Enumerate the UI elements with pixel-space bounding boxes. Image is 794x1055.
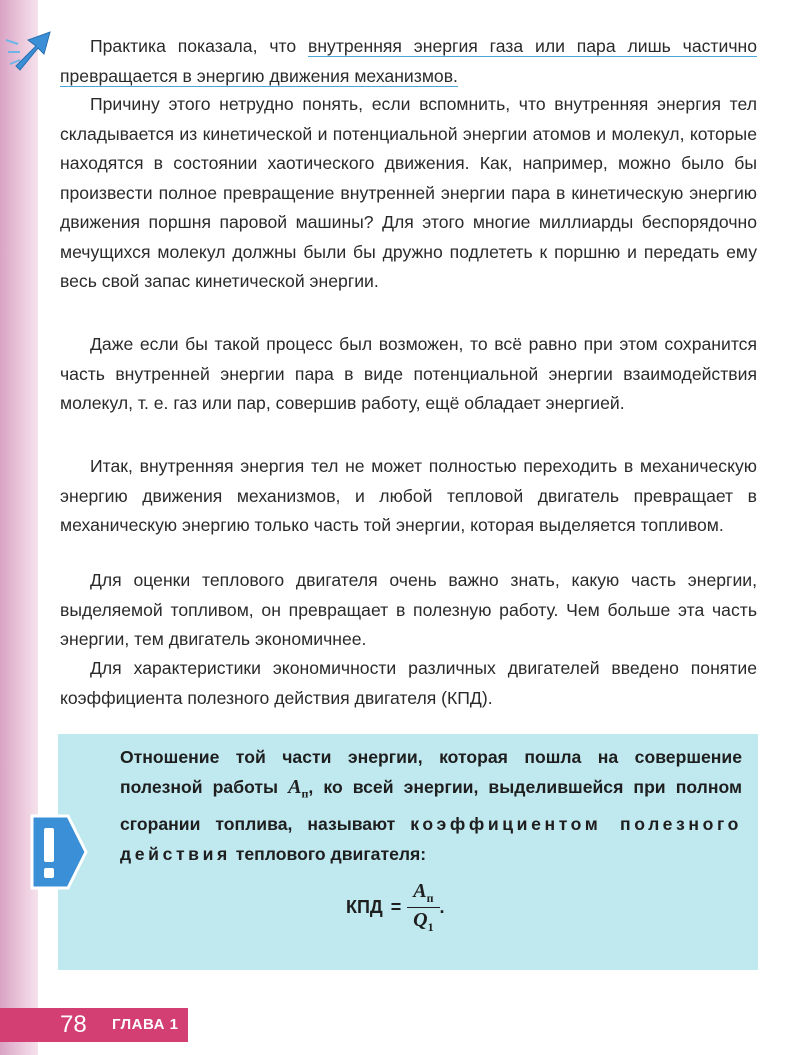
- arrow-icon: [2, 22, 54, 78]
- side-color-bar: [0, 0, 38, 1055]
- paragraph-5-text: Для оценки теплового двигателя очень важно знать, какую часть энергии, выделяемой топливом, он превращает в полезную работу. Чем больше эта часть энергии, тем двигатель экономичнее.: [60, 570, 757, 649]
- formula-fraction: [407, 880, 439, 935]
- definition-term: коэффициентом полезного действия: [120, 813, 742, 864]
- paragraph-4: [60, 452, 757, 541]
- paragraph-3: [60, 330, 757, 419]
- paragraph-4-text: Итак, внутренняя энергия тел не может полностью переходить в механическую энергию движения механизмов, и любой тепловой двигатель превращает в механическую энергию только часть той энергии, которая выделяется топливом.: [60, 456, 757, 535]
- page-number: 78: [60, 1011, 87, 1038]
- paragraph-5: [60, 566, 757, 655]
- paragraph-1: [60, 32, 757, 91]
- efficiency-formula: [346, 880, 445, 935]
- formula-denominator: [413, 908, 433, 935]
- paragraph-2: [60, 90, 757, 297]
- formula-equals: =: [390, 897, 402, 917]
- denominator-sub: 1: [427, 920, 434, 934]
- paragraph-3-text: Даже если бы такой процесс был возможен, то всё равно при этом сохранится часть внутренней энергии пара в виде потенциальной энергии взаимодействия молекул, т. е. газ или пар, совершив работу, ещё обладает энергией.: [60, 334, 757, 413]
- numerator-sub: п: [426, 891, 434, 905]
- definition-text: [120, 742, 742, 869]
- work-symbol: A: [288, 776, 302, 798]
- definition-part3: теплового двигателя:: [230, 843, 427, 864]
- definition-part1: Отношение той части энергии, которая пошла на совершение полезной работы: [120, 747, 742, 797]
- denominator-symbol: Q: [413, 909, 428, 931]
- exclamation-icon: [28, 812, 88, 892]
- paragraph-6: [60, 654, 757, 713]
- paragraph-1-lead: Практика показала, что: [90, 36, 308, 56]
- paragraph-6-text: Для характеристики экономичности различных двигателей введено понятие коэффициента полезного действия двигателя (КПД).: [60, 658, 757, 708]
- numerator-symbol: A: [413, 880, 427, 902]
- formula-numerator: [407, 880, 439, 908]
- definition-part2: , ко всей энергии, выделившейся при полном сгорании топлива, называют: [120, 777, 742, 834]
- formula-lhs: КПД: [346, 897, 383, 917]
- formula-period: .: [439, 897, 445, 917]
- paragraph-2-text: Причину этого нетрудно понять, если вспомнить, что внутренняя энергия тел складывается из кинетической и потенциальной энергии атомов и молекул, которые находятся в состоянии хаотического движения. Как, например, можно было бы произвести полное превращение внутренней энергии пара в кинетическую энергию движения поршня паровой машины? Для этого многие миллиарды беспорядочно мечущихся молекул должны были бы дружно подлететь к поршню и передать ему весь свой запас кинетической энергии.: [60, 94, 757, 291]
- paragraph-1-highlight: внутренняя энергия газа или пара лишь частично превращается в энергию движения механизмов.: [60, 36, 757, 86]
- chapter-label: ГЛАВА 1: [112, 1016, 179, 1033]
- work-symbol-sub: п: [301, 786, 309, 801]
